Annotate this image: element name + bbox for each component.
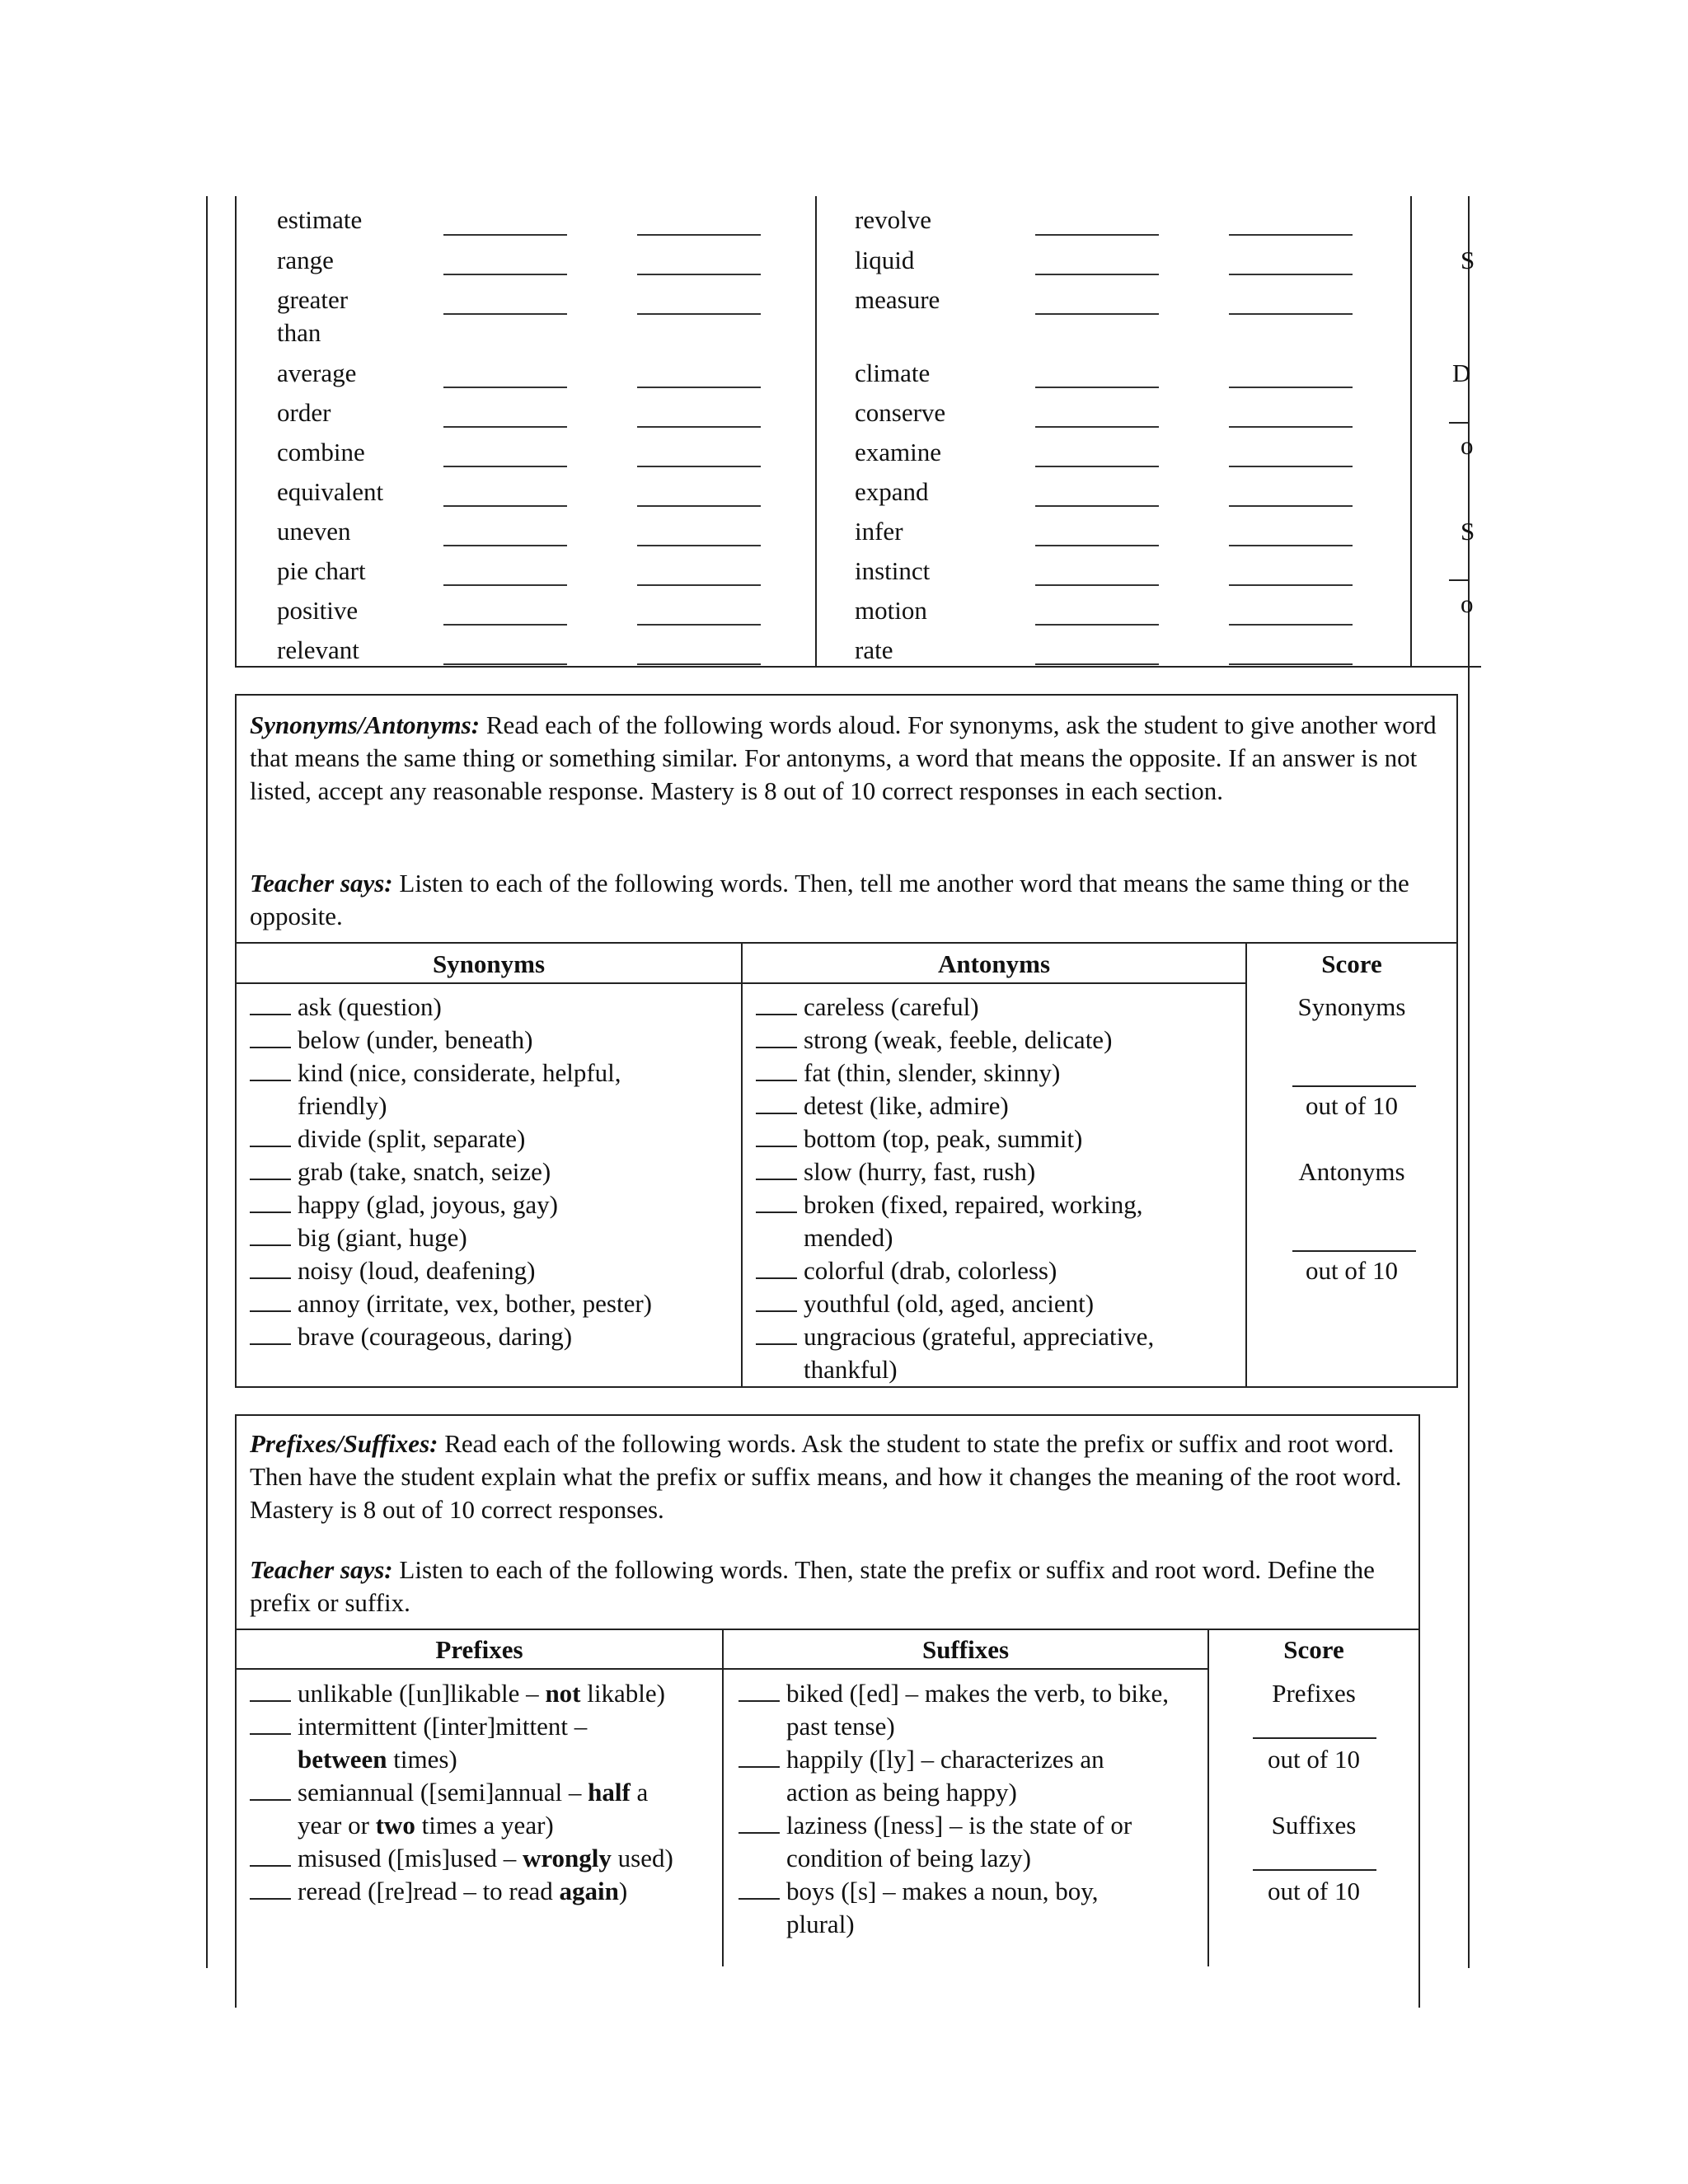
list-item: ask (question): [250, 991, 442, 1024]
list-item: youthful (old, aged, ancient): [756, 1287, 1094, 1320]
check-blank[interactable]: [756, 1062, 797, 1081]
list-item: detest (like, admire): [756, 1090, 1009, 1122]
vocab-word: average: [277, 359, 357, 387]
answer-blank[interactable]: [443, 663, 567, 665]
answer-blank[interactable]: [1035, 234, 1159, 236]
vocab-right-border: [1410, 196, 1412, 668]
vocab-word: order: [277, 398, 331, 427]
list-item: grab (take, snatch, seize): [250, 1155, 551, 1188]
col-header-suffixes: Suffixes: [921, 1635, 1010, 1664]
answer-blank[interactable]: [1229, 663, 1353, 665]
list-item: below (under, beneath): [250, 1024, 532, 1057]
score-out-of: out of 10: [1306, 1091, 1398, 1120]
list-item: noisy (loud, deafening): [250, 1254, 535, 1287]
answer-blank[interactable]: [1035, 387, 1159, 388]
vocab-word: motion: [855, 596, 927, 625]
vocab-word: combine: [277, 438, 365, 466]
answer-blank[interactable]: [443, 234, 567, 236]
answer-blank[interactable]: [1229, 545, 1353, 546]
score-label-synonyms: Synonyms: [1297, 992, 1406, 1021]
list-item: brave (courageous, daring): [250, 1320, 572, 1353]
list-item: bottom (top, peak, summit): [756, 1122, 1082, 1155]
list-item: laziness ([ness] – is the state of or: [738, 1809, 1132, 1842]
answer-blank[interactable]: [1229, 505, 1353, 507]
col-header-antonyms: Antonyms: [937, 949, 1051, 978]
answer-blank[interactable]: [1229, 313, 1353, 315]
answer-blank[interactable]: [637, 426, 761, 428]
answer-blank[interactable]: [443, 624, 567, 626]
list-item: biked ([ed] – makes the verb, to bike,: [738, 1677, 1169, 1710]
list-item: big (giant, huge): [250, 1221, 467, 1254]
pre-header-rule: [235, 1668, 1207, 1670]
vocab-left-border: [235, 196, 237, 668]
answer-blank[interactable]: [1229, 426, 1353, 428]
answer-blank[interactable]: [637, 584, 761, 586]
check-blank[interactable]: [250, 1259, 291, 1279]
teacher-says-text: Listen to each of the following words. Then, tell me another word that means the same thing or the opposite.: [250, 869, 1409, 930]
check-blank[interactable]: [738, 1880, 780, 1900]
list-item: careless (careful): [756, 991, 979, 1024]
check-blank[interactable]: [250, 1193, 291, 1213]
vocab-word: measure: [855, 285, 940, 314]
answer-blank[interactable]: [637, 505, 761, 507]
list-item: strong (weak, feeble, delicate): [756, 1024, 1112, 1057]
check-blank[interactable]: [250, 1292, 291, 1312]
col-header-prefixes: Prefixes: [435, 1635, 523, 1664]
list-item-continuation: thankful): [804, 1355, 898, 1384]
answer-blank[interactable]: [1229, 234, 1353, 236]
answer-blank[interactable]: [1035, 274, 1159, 275]
check-blank[interactable]: [250, 996, 291, 1015]
list-item: unlikable ([un]likable – not likable): [250, 1677, 665, 1710]
syn-col-divider: [741, 942, 743, 1388]
answer-blank[interactable]: [637, 545, 761, 546]
prefixes-teacher-says: [250, 1554, 1404, 1619]
answer-blank[interactable]: [1229, 274, 1353, 275]
vocab-word: revolve: [855, 205, 931, 234]
answer-blank[interactable]: [443, 584, 567, 586]
list-item: intermittent ([inter]mittent –: [250, 1710, 587, 1743]
edge-fragment: o: [1461, 431, 1474, 460]
edge-fragment: S: [1461, 517, 1475, 546]
vocab-word: rate: [855, 635, 893, 664]
vocab-word: relevant: [277, 635, 359, 664]
check-blank[interactable]: [250, 1127, 291, 1147]
vocab-word: instinct: [855, 556, 931, 585]
check-blank[interactable]: [756, 1259, 797, 1279]
check-blank[interactable]: [756, 1325, 797, 1345]
answer-blank[interactable]: [637, 313, 761, 315]
check-blank[interactable]: [756, 1193, 797, 1213]
answer-blank[interactable]: [1035, 313, 1159, 315]
list-item: divide (split, separate): [250, 1122, 525, 1155]
list-item: misused ([mis]used – wrongly used): [250, 1842, 673, 1875]
answer-blank[interactable]: [1229, 466, 1353, 467]
synonyms-heading: Synonyms/Antonyms:: [250, 710, 481, 739]
answer-blank[interactable]: [1229, 584, 1353, 586]
vocab-word: equivalent: [277, 477, 384, 506]
list-item: happy (glad, joyous, gay): [250, 1188, 558, 1221]
check-blank[interactable]: [250, 1160, 291, 1180]
vocab-word: estimate: [277, 205, 363, 234]
list-item-continuation: friendly): [298, 1091, 387, 1120]
prefixes-heading: Prefixes/Suffixes:: [250, 1429, 438, 1458]
vocab-word: conserve: [855, 398, 946, 427]
vocab-word: climate: [855, 359, 931, 387]
vocab-word: infer: [855, 517, 903, 546]
check-blank[interactable]: [756, 1029, 797, 1048]
check-blank[interactable]: [250, 1682, 291, 1702]
list-item-continuation: between times): [298, 1745, 457, 1774]
vocab-word: than: [277, 318, 321, 347]
page-left-rule: [206, 196, 208, 1968]
score-label-antonyms: Antonyms: [1298, 1157, 1405, 1186]
score-label-prefixes: Prefixes: [1272, 1679, 1356, 1708]
edge-fragment: D: [1452, 359, 1471, 387]
check-blank[interactable]: [756, 1094, 797, 1114]
answer-blank[interactable]: [1229, 387, 1353, 388]
prefixes-instructions-text: Read each of the following words. Ask the student to state the prefix or suffix and root word. Then have the student explain what the prefix or suffix means, and how it changes the meaning of the root word. Mastery is 8 out of 10 correct responses.: [250, 1429, 1402, 1524]
list-item-continuation: action as being happy): [786, 1778, 1017, 1807]
vocab-middle-border: [815, 196, 817, 668]
check-blank[interactable]: [756, 1127, 797, 1147]
answer-blank[interactable]: [1035, 505, 1159, 507]
check-blank[interactable]: [738, 1814, 780, 1834]
answer-blank[interactable]: [1035, 624, 1159, 626]
edge-fragment: o: [1461, 589, 1474, 618]
answer-blank[interactable]: [443, 387, 567, 388]
vocab-word: liquid: [855, 246, 915, 274]
answer-blank[interactable]: [1035, 663, 1159, 665]
answer-blank[interactable]: [443, 545, 567, 546]
syn-table-top-rule: [235, 942, 1458, 944]
check-blank[interactable]: [250, 1880, 291, 1900]
list-item-continuation: past tense): [786, 1712, 895, 1741]
check-blank[interactable]: [250, 1715, 291, 1735]
list-item-continuation: plural): [786, 1910, 855, 1938]
answer-blank[interactable]: [443, 466, 567, 467]
list-item: fat (thin, slender, skinny): [756, 1057, 1060, 1090]
score-label-suffixes: Suffixes: [1271, 1811, 1357, 1840]
vocab-word: uneven: [277, 517, 351, 546]
check-blank[interactable]: [756, 1160, 797, 1180]
pre-table-top-rule: [235, 1629, 1420, 1630]
list-item: reread ([re]read – to read again): [250, 1875, 627, 1908]
answer-blank[interactable]: [443, 313, 567, 315]
list-item: broken (fixed, repaired, working,: [756, 1188, 1142, 1221]
check-blank[interactable]: [250, 1847, 291, 1867]
answer-blank[interactable]: [443, 274, 567, 275]
answer-blank[interactable]: [1229, 624, 1353, 626]
score-blank-antonyms[interactable]: [1292, 1250, 1416, 1252]
list-item-continuation: mended): [804, 1223, 893, 1252]
synonyms-teacher-says: [250, 867, 1445, 933]
list-item: ungracious (grateful, appreciative,: [756, 1320, 1154, 1353]
check-blank[interactable]: [738, 1748, 780, 1768]
answer-blank[interactable]: [637, 624, 761, 626]
vocab-word: expand: [855, 477, 929, 506]
list-item: boys ([s] – makes a noun, boy,: [738, 1875, 1099, 1908]
syn-header-rule: [235, 982, 1245, 984]
edge-fragment: S: [1461, 246, 1475, 274]
score-out-of: out of 10: [1268, 1877, 1360, 1905]
vocab-word: examine: [855, 438, 942, 466]
list-item: kind (nice, considerate, helpful,: [250, 1057, 621, 1090]
vocab-word: greater: [277, 285, 349, 314]
vocab-word: positive: [277, 596, 359, 625]
pre-col-divider: [722, 1629, 724, 1966]
list-item: happily ([ly] – characterizes an: [738, 1743, 1104, 1776]
check-blank[interactable]: [250, 1325, 291, 1345]
list-item: annoy (irritate, vex, bother, pester): [250, 1287, 652, 1320]
check-blank[interactable]: [756, 996, 797, 1015]
answer-blank[interactable]: [637, 234, 761, 236]
score-blank-suffixes[interactable]: [1253, 1869, 1376, 1871]
synonyms-instructions: [250, 709, 1445, 808]
teacher-says-label: Teacher says:: [250, 869, 393, 898]
answer-blank[interactable]: [1035, 584, 1159, 586]
score-out-of: out of 10: [1268, 1745, 1360, 1774]
list-item-continuation: year or two times a year): [298, 1811, 554, 1840]
answer-blank[interactable]: [1035, 466, 1159, 467]
answer-blank[interactable]: [1035, 426, 1159, 428]
vocab-word: pie chart: [277, 556, 366, 585]
answer-blank[interactable]: [1035, 545, 1159, 546]
synonyms-instructions-text: Read each of the following words aloud. For synonyms, ask the student to give another word that means the same thing or something similar. For antonyms, a word that means the opposite. If an answer is not listed, accept any reasonable response. Mastery is 8 out of 10 correct responses in each section.: [250, 710, 1437, 805]
answer-blank[interactable]: [443, 426, 567, 428]
answer-blank[interactable]: [443, 505, 567, 507]
edge-fragment-line: [1449, 422, 1469, 424]
answer-blank[interactable]: [637, 466, 761, 467]
col-header-score: Score: [1283, 1635, 1344, 1664]
answer-blank[interactable]: [637, 663, 761, 665]
check-blank[interactable]: [250, 1062, 291, 1081]
teacher-says-text: Listen to each of the following words. Then, state the prefix or suffix and root word. Define the prefix or suffix.: [250, 1555, 1375, 1617]
check-blank[interactable]: [250, 1029, 291, 1048]
score-blank-synonyms[interactable]: [1292, 1085, 1416, 1087]
score-out-of: out of 10: [1306, 1256, 1398, 1285]
list-item: slow (hurry, fast, rush): [756, 1155, 1035, 1188]
answer-blank[interactable]: [637, 274, 761, 275]
check-blank[interactable]: [738, 1682, 780, 1702]
col-header-synonyms: Synonyms: [432, 949, 546, 978]
vocab-word: range: [277, 246, 334, 274]
list-item-continuation: condition of being lazy): [786, 1844, 1031, 1872]
check-blank[interactable]: [756, 1292, 797, 1312]
list-item: colorful (drab, colorless): [756, 1254, 1057, 1287]
check-blank[interactable]: [250, 1226, 291, 1246]
check-blank[interactable]: [250, 1781, 291, 1801]
prefixes-instructions: [250, 1427, 1404, 1526]
score-blank-prefixes[interactable]: [1253, 1737, 1376, 1739]
teacher-says-label: Teacher says:: [250, 1555, 393, 1584]
edge-fragment-line: [1449, 579, 1469, 581]
col-header-score: Score: [1321, 949, 1382, 978]
list-item: semiannual ([semi]annual – half a: [250, 1776, 648, 1809]
answer-blank[interactable]: [637, 387, 761, 388]
